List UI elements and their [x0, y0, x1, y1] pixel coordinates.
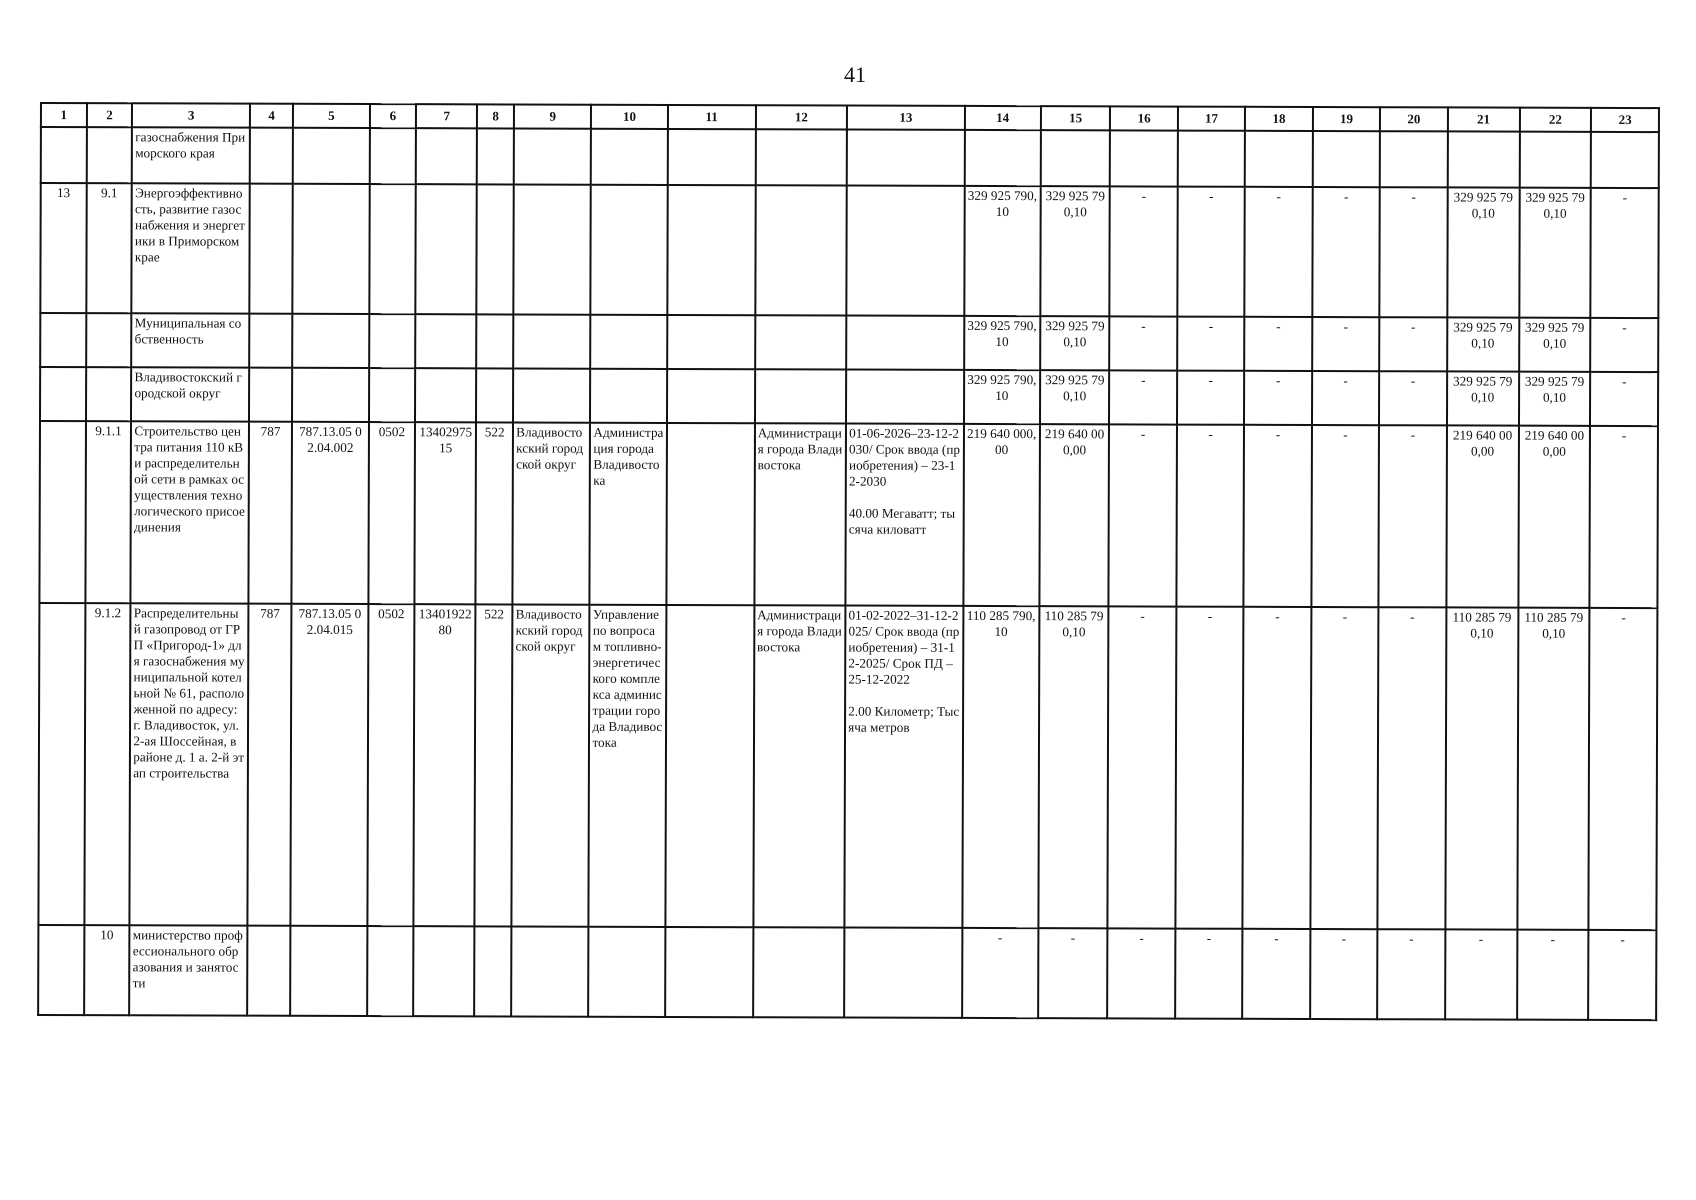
- table-cell: 329 925 790,10: [964, 370, 1040, 424]
- table-cell: Распределительный газопровод от ГРП «Пригород-1» для газоснабжения муниципальной котельной № 61, расположенной по адресу: г. Владивосток, ул. 2-ая Шоссейная, в районе д. 1 а. 2-й этап строительства: [130, 603, 249, 925]
- table-cell: Администрация города Владивостока: [754, 423, 846, 605]
- table-cell: -: [1590, 318, 1658, 372]
- table-cell: -: [1109, 370, 1177, 424]
- column-header: 3: [132, 103, 250, 127]
- column-header: 9: [514, 104, 591, 128]
- table-cell: 9.1.2: [84, 603, 131, 925]
- table-cell: Администрация города Владивостока: [753, 605, 845, 927]
- table-cell: [369, 314, 416, 368]
- table-cell: -: [1177, 317, 1245, 371]
- table-cell: [589, 927, 665, 1017]
- table-row: [38, 603, 1657, 930]
- table-cell: [415, 368, 476, 422]
- table-cell: [40, 367, 86, 421]
- table-cell: -: [1244, 425, 1312, 607]
- table-cell: [293, 128, 369, 184]
- column-header: 17: [1178, 107, 1246, 131]
- table-cell: [665, 605, 754, 927]
- table-cell: -: [1110, 316, 1178, 370]
- table-cell: -: [1377, 929, 1445, 1019]
- table-cell: -: [962, 928, 1038, 1018]
- column-header: 10: [591, 105, 667, 129]
- table-cell: [293, 314, 369, 368]
- table-cell: [514, 128, 591, 184]
- table-cell: [1245, 131, 1313, 187]
- table-cell: -: [1312, 371, 1380, 425]
- table-cell: 329 925 790,10: [1040, 370, 1110, 424]
- table-cell: -: [1445, 929, 1517, 1019]
- table-cell: [247, 926, 291, 1016]
- table-cell: 329 925 790,10: [1519, 372, 1591, 426]
- table-cell: 329 925 790,10: [1519, 188, 1591, 318]
- table-cell: [591, 185, 668, 315]
- table-cell: [667, 129, 755, 185]
- table-cell: -: [1591, 188, 1659, 318]
- table-cell: Владивостокский городской округ: [131, 367, 249, 421]
- table-cell: [513, 314, 590, 368]
- table-cell: 13: [40, 183, 86, 313]
- column-header: 4: [250, 104, 294, 128]
- table-cell: 329 925 790,10: [1519, 318, 1591, 372]
- column-header: 8: [477, 104, 514, 128]
- table-cell: 0502: [368, 422, 415, 604]
- table-cell: 1340192280: [414, 604, 476, 926]
- table-cell: -: [1312, 187, 1380, 317]
- table-cell: [753, 927, 845, 1017]
- table-cell: -: [1378, 607, 1446, 929]
- table-cell: 329 925 790,10: [1447, 317, 1519, 371]
- table-cell: [86, 367, 132, 421]
- table-cell: -: [1244, 371, 1312, 425]
- table-cell: [86, 313, 132, 367]
- table-cell: [846, 186, 964, 316]
- table-cell: -: [1245, 187, 1313, 317]
- table-cell: [367, 926, 414, 1016]
- column-header: 15: [1041, 106, 1111, 130]
- column-header: 20: [1380, 107, 1448, 131]
- table-cell: 329 925 790,10: [964, 186, 1041, 316]
- table-cell: министерство профессионального образования и занятости: [130, 925, 248, 1015]
- column-header: 13: [847, 106, 965, 130]
- table-cell: [40, 313, 86, 367]
- table-cell: -: [1176, 425, 1244, 607]
- page-number: 41: [844, 62, 866, 87]
- table-cell: [86, 127, 132, 183]
- table-cell: 522: [475, 604, 513, 926]
- table-cell: [474, 926, 511, 1016]
- table-cell: -: [1177, 187, 1245, 317]
- column-header: 16: [1110, 106, 1178, 130]
- table-cell: [755, 185, 847, 315]
- table-cell: 110 285 790,10: [962, 606, 1039, 928]
- table-cell: [291, 926, 367, 1016]
- table-cell: [1380, 131, 1448, 187]
- column-header: 12: [756, 105, 847, 129]
- table-cell: 219 640 000,00: [1039, 424, 1109, 606]
- table-cell: -: [1245, 317, 1313, 371]
- table-cell: -: [1108, 606, 1176, 928]
- column-header: 11: [668, 105, 756, 129]
- table-cell: -: [1108, 928, 1176, 1018]
- table-cell: -: [1588, 930, 1656, 1020]
- table-cell: 219 640 000,00: [1518, 426, 1590, 608]
- table-row: [38, 925, 1656, 1020]
- table-cell: [755, 315, 847, 369]
- table-cell: 329 925 790,10: [1447, 371, 1519, 425]
- table-cell: 110 285 790,10: [1517, 608, 1590, 930]
- table-cell: [756, 129, 848, 185]
- table-cell: Строительство центра питания 110 кВ и распределительной сети в рамках осуществления технологического присоединения: [131, 421, 249, 603]
- column-header: 7: [416, 104, 477, 128]
- table-cell: 01-02-2022–31-12-2025/ Срок ввода (приобретения) – 31-12-2025/ Срок ПД – 25-12-2022 2.00 Километр; Тысяча метров: [845, 606, 964, 928]
- table-cell: -: [1380, 187, 1448, 317]
- table-cell: [1447, 131, 1519, 187]
- table-cell: 787: [247, 604, 292, 926]
- table-cell: [38, 603, 85, 925]
- table-cell: [513, 368, 590, 422]
- table-cell: -: [1310, 929, 1378, 1019]
- column-header: 14: [965, 106, 1041, 130]
- table-cell: -: [1379, 371, 1447, 425]
- table-cell: -: [1589, 608, 1658, 930]
- table-cell: 1340297515: [415, 422, 476, 604]
- table-cell: [416, 184, 477, 314]
- table-cell: [665, 927, 753, 1017]
- table-cell: Управление по вопросам топливно-энергетического комплекса администрации города Владивостока: [589, 605, 666, 927]
- table-cell: [514, 184, 592, 314]
- column-header: 5: [293, 104, 369, 128]
- table-cell: -: [1517, 930, 1589, 1020]
- table-cell: 9.1: [86, 183, 132, 313]
- table-cell: -: [1177, 371, 1245, 425]
- table-cell: 329 925 790,10: [1447, 187, 1519, 317]
- table-cell: -: [1110, 186, 1178, 316]
- table-cell: [1591, 132, 1659, 188]
- table-cell: [249, 368, 293, 422]
- table-cell: Энергоэффективность, развитие газоснабжения и энергетики в Приморском крае: [132, 183, 250, 313]
- table-cell: 01-06-2026–23-12-2030/ Срок ввода (приобретения) – 23-12-2030 40.00 Мегаватт; тысяча киловатт: [846, 424, 964, 606]
- table-cell: -: [1175, 929, 1243, 1019]
- table-cell: [477, 184, 514, 314]
- table-cell: [846, 370, 964, 424]
- table-row: [40, 183, 1658, 318]
- table-cell: [847, 130, 965, 186]
- table-cell: Владивостокский городской округ: [512, 604, 590, 926]
- table-cell: [1110, 130, 1178, 186]
- table-cell: 219 640 000,00: [963, 424, 1040, 606]
- table-cell: 110 285 790,10: [1038, 606, 1109, 928]
- table-cell: [39, 421, 85, 603]
- table-cell: [369, 368, 416, 422]
- table-cell: [667, 315, 755, 369]
- table-cell: -: [1243, 607, 1311, 929]
- table-cell: [416, 128, 477, 184]
- table-cell: 787.13.05 02.04.015: [291, 604, 368, 926]
- table-row: [39, 421, 1658, 608]
- table-cell: [1519, 132, 1591, 188]
- table-cell: -: [1175, 607, 1243, 929]
- table-cell: [292, 368, 368, 422]
- table-cell: [846, 316, 964, 370]
- table-cell: -: [1038, 928, 1108, 1018]
- table-cell: [250, 128, 294, 184]
- table-cell: 522: [476, 422, 514, 604]
- column-header: 19: [1313, 107, 1381, 131]
- table-cell: [590, 369, 666, 423]
- table-cell: Администрация города Владивостока: [590, 423, 667, 605]
- table-cell: 329 925 790,10: [1040, 186, 1110, 316]
- table-row: [41, 127, 1659, 188]
- table-cell: [38, 925, 84, 1015]
- table-cell: -: [1312, 317, 1380, 371]
- table-cell: Владивостокский городской округ: [513, 422, 591, 604]
- table-cell: [293, 184, 370, 314]
- column-header: 6: [369, 104, 416, 128]
- table-cell: 787.13.05 02.04.002: [292, 422, 369, 604]
- table-cell: -: [1590, 426, 1658, 608]
- table-cell: -: [1311, 425, 1379, 607]
- table-cell: 110 285 790,10: [1445, 607, 1518, 929]
- table-cell: 329 925 790,10: [1040, 316, 1110, 370]
- table-cell: 787: [248, 422, 292, 604]
- table-cell: [476, 368, 513, 422]
- table-cell: -: [1379, 425, 1447, 607]
- table-cell: [755, 369, 847, 423]
- table-cell: 10: [84, 925, 130, 1015]
- column-header: 21: [1448, 107, 1520, 131]
- table-cell: [666, 423, 755, 605]
- table-cell: 9.1.1: [85, 421, 131, 603]
- table-cell: [511, 926, 589, 1016]
- table-cell: -: [1379, 317, 1447, 371]
- table-cell: [844, 928, 962, 1018]
- table-cell: [1313, 131, 1381, 187]
- table-cell: 219 640 000,00: [1446, 425, 1518, 607]
- table-cell: -: [1310, 607, 1378, 929]
- column-header: 2: [87, 103, 133, 127]
- table-cell: -: [1109, 424, 1177, 606]
- table-row: [40, 313, 1658, 372]
- budget-table: [37, 102, 1660, 1021]
- table-cell: -: [1242, 929, 1310, 1019]
- table-cell: [591, 315, 667, 369]
- table-row: [40, 367, 1658, 426]
- column-header: 22: [1519, 108, 1591, 132]
- table-cell: [477, 128, 514, 184]
- table-cell: газоснабжения Приморского края: [132, 127, 250, 183]
- table-cell: [1178, 131, 1246, 187]
- table-cell: Муниципальная собственность: [132, 313, 250, 367]
- table-cell: 0502: [367, 604, 415, 926]
- table-cell: [415, 314, 476, 368]
- table-cell: [369, 128, 416, 184]
- table-cell: [476, 314, 513, 368]
- table-cell: [667, 185, 756, 315]
- table-cell: 329 925 790,10: [964, 316, 1040, 370]
- table-cell: [1041, 130, 1111, 186]
- table-cell: [413, 926, 474, 1016]
- table-cell: [667, 369, 755, 423]
- table-cell: [369, 184, 416, 314]
- table-cell: [964, 130, 1040, 186]
- table-cell: [249, 184, 293, 314]
- column-header: 23: [1591, 108, 1659, 132]
- column-header: 18: [1245, 107, 1313, 131]
- table-cell: [41, 127, 87, 183]
- table-cell: -: [1590, 372, 1658, 426]
- table-cell: [591, 129, 667, 185]
- column-header: 1: [41, 103, 87, 127]
- table-cell: [249, 314, 293, 368]
